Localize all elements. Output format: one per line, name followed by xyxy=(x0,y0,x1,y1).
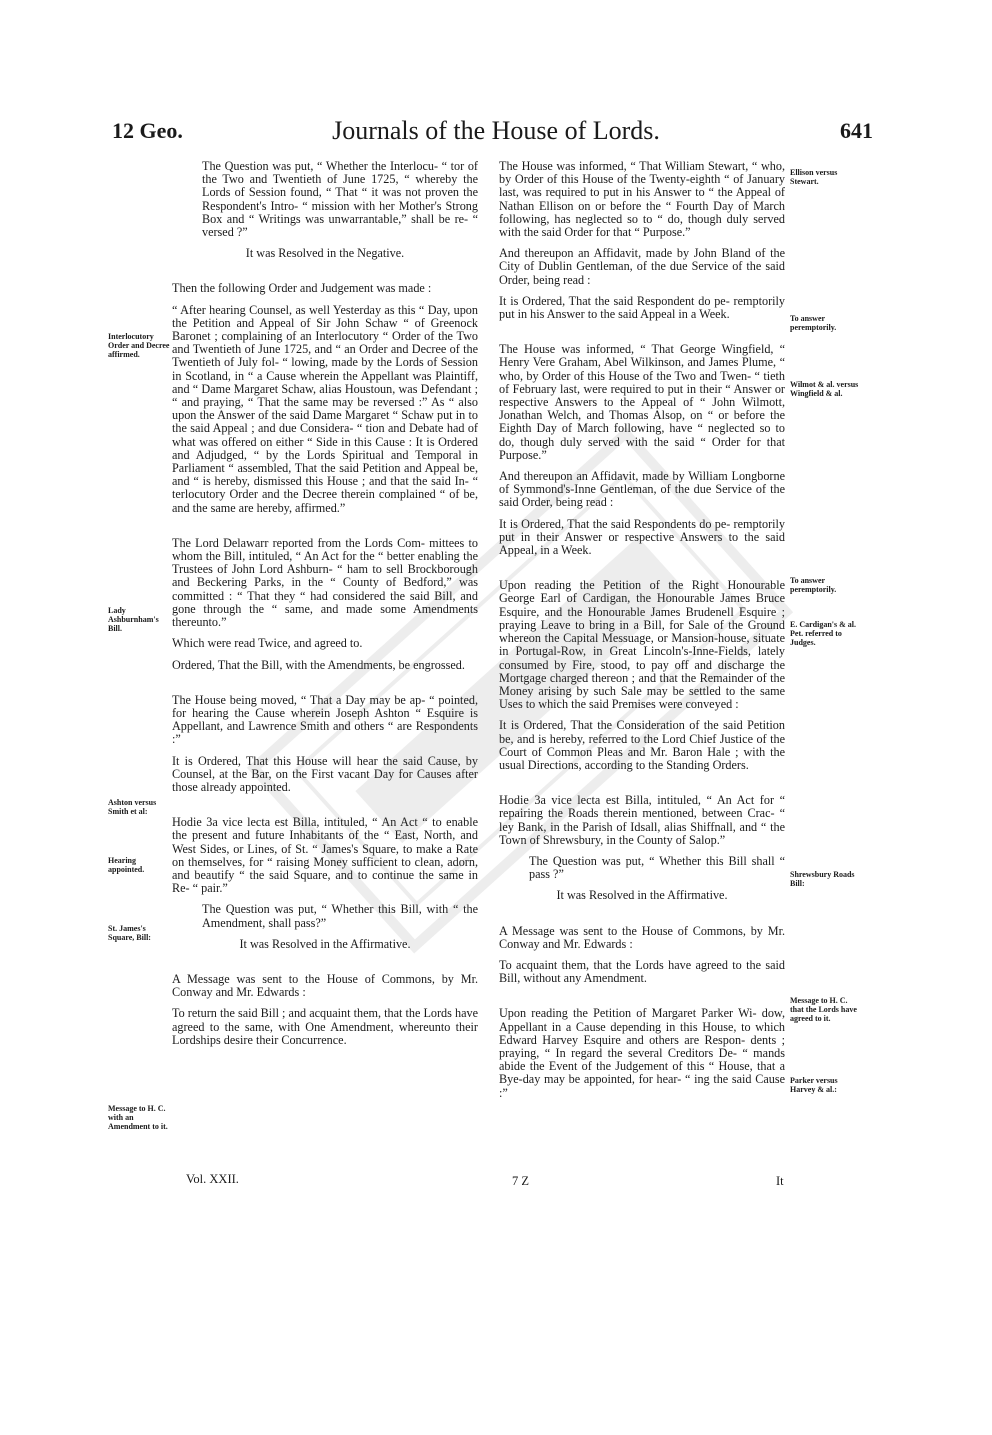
hearing-order: It is Ordered, That this House will hear the said Cause, by Counsel, at the Bar, on the First vacant Day for Causes after those already appointed. xyxy=(172,753,478,794)
shrewsbury-bill-reading: Hodie 3a vice lecta est Billa, intituled, “ An Act for “ repairing the Roads therein mentioned, between Crac- “ ley Bank, in the Parish of Idsall, alias Shiffnall, and “ the Town of Shrewsbury, in the County of Salop.” xyxy=(499,793,785,847)
margin-note-hearing-appointed: Hearing appointed. xyxy=(108,856,145,874)
margin-note-wilmot-v-wingfield: Wilmot & al. versus Wingfield & al. xyxy=(790,380,859,398)
wingfield-order: It is Ordered, That the said Respondents do pe- remptorily put in their Answer or respective Answers to the said Appeal, in a Week. xyxy=(499,516,785,558)
catchword: It xyxy=(776,1174,784,1188)
ashburnham-report: The Lord Delawarr reported from the Lords Com- mittees to whom the Bill, intituled, “ An Act for the “ better enabling the Trustees of John Lord Ashburn- “ ham to sell Brockborough and Beckering Parks, in the “ County of Bedford,” was committed : “ That they “ had considered the said Bill, and gone through the “ same, and made some Amendments thereunto.” xyxy=(172,535,478,630)
stewart-order: It is Ordered, That the said Respondent do pe- remptorily put in his Answer to the said Appeal in a Week. xyxy=(499,293,785,322)
signature-mark: 7 Z xyxy=(512,1174,530,1188)
margin-note-cardigan-petition: E. Cardigan's & al. Pet. referred to Judges. xyxy=(790,620,857,647)
question-interlocutor: The Question was put, “ Whether the Interlocu- “ tor of the Two and Twentieth of June 1725, “ whereby the Lords of Session found, “ That “ it was not proven the Respondent's Intro- “ mission with her Mother's Strong Box and “ Writings was unwarrantable,” shall be re- “ versed ?” xyxy=(202,159,478,240)
running-head-title: Journals of the House of Lords. xyxy=(332,116,660,145)
right-column xyxy=(499,160,785,1108)
question-shrewsbury-bill: The Question was put, “ Whether this Bill shall “ pass ?” xyxy=(529,853,785,882)
order-judgement-intro: Then the following Order and Judgement was made : xyxy=(172,281,432,296)
message-commons-right: A Message was sent to the House of Commons, by Mr. Conway and Mr. Edwards : xyxy=(499,923,785,951)
page-number: 641 xyxy=(840,118,873,143)
resolved-affirmative-right: It was Resolved in the Affirmative. xyxy=(556,888,728,903)
cardigan-petition: Upon reading the Petition of the Right Honourable George Earl of Cardigan, the Honourable James Bruce Esquire, and the Honourable James Brudenell Esquire ; praying Leave to bring in a Bill, for Sale of the Ground whereon the Capital Messuage, or Mansion-house, situate in Portugal-Row, in Great Lincoln's-Inne-Fields, lately consumed by Fire, stood, to pay off and discharge the Mortgage charged thereon ; and that the Remainder of the Money arising by such Sale may be settled to the same Uses to which the said Premises were conveyed : xyxy=(499,578,785,712)
wingfield-information: The House was informed, “ That George Wingfield, “ Henry Vere Graham, Abel Wilkinson, and James Plume, “ who, by Order of this House of the Two and Twen- “ tieth of February last, were required to put in their “ Answer or respective Answers to the Appeal of “ John Wilmott, Jonathan Welch, and Thomas Alsop, on “ or before the Eighth Day of March following, have “ neglected so to do, though duly served with the said “ Order for that Purpose.” xyxy=(499,342,785,462)
stewart-information: The House was informed, “ That William Stewart, “ who, by Order of this House of the Twenty-eighth “ of January last, was required to put in his Answer to “ the Appeal of Nathan Ellison on or before the “ Fourth Day of March following, has neglected so to “ do, though duly served with the said Order for that “ Purpose.” xyxy=(499,159,785,240)
resolved-negative: It was Resolved in the Negative. xyxy=(245,246,405,261)
judgement-text: “ After hearing Counsel, as well Yesterday as this “ Day, upon the Petition and Appeal of Sir John Schaw “ of Greenock Baronet ; complaining of an Interlocutory “ Order of the Two and Twentieth of June 1725, and “ an Order and Decree of the Twentieth of July fol- “ lowing, made by the Lords of Session in Scotland, in “ a Cause wherein the Appellant was Plaintiff, and “ Dame Margaret Schaw, alias Houstoun, was Defendant ; “ and praying, “ That the same may be reversed :” As “ also upon the Answer of the said Dame Margaret “ Schaw put in to the said Appeal ; and due Considera- “ tion and Debate had of what was offered on either “ Side in this Cause : It is Ordered and Adjudged, “ by the Lords Spiritual and Temporal in Parliament “ assembled, That the said Petition and Appeal be, and “ is hereby, dismissed this House ; and that the said In- “ terlocutory Order and the Decree therein complained “ of be, and the same are hereby, affirmed.” xyxy=(172,302,478,515)
margin-note-interlocutory-affirmed: Interlocutory Order and Decree affirmed. xyxy=(108,332,170,359)
acquaint-text: To acquaint them, that the Lords have agreed to the said Bill, without any Amendment. xyxy=(499,957,785,986)
question-st-james-bill: The Question was put, “ Whether this Bill, with “ the Amendment, shall pass?” xyxy=(202,902,478,930)
parker-petition: Upon reading the Petition of Margaret Parker Wi- dow, Appellant in a Cause depending in this House, to which Edward Harvey Esquire and others are Respon- dents ; praying, “ In regard the several Creditors De- “ mands abide the Event of the Judgement of this “ House, that a Bye-day may be appointed, for hear- “ ing the said Cause :” xyxy=(499,1006,785,1100)
left-column xyxy=(172,160,478,1055)
margin-note-ashton-v-smith: Ashton versus Smith et al: xyxy=(108,798,157,816)
margin-note-answer-peremptorily-2: To answer peremptorily. xyxy=(790,576,837,594)
margin-note-ashburnham-bill: Lady Ashburnham's Bill. xyxy=(108,606,159,633)
ordered-engrossed: Ordered, That the Bill, with the Amendments, be engrossed. xyxy=(172,657,465,672)
running-head-regnal-year: 12 Geo. xyxy=(112,118,183,143)
longborne-affidavit: And thereupon an Affidavit, made by William Longborne of Symmond's-Inne Gentleman, of the due Service of the said Order, being read : xyxy=(499,469,785,510)
volume-mark: Vol. XXII. xyxy=(186,1172,239,1186)
margin-note-message-agreed: Message to H. C. that the Lords have agreed to it. xyxy=(790,996,857,1023)
margin-note-message-amendment: Message to H. C. with an Amendment to it. xyxy=(108,1104,168,1131)
message-commons-left: A Message was sent to the House of Commons, by Mr. Conway and Mr. Edwards : xyxy=(172,971,478,1000)
ashton-motion: The House being moved, “ That a Day may be ap- “ pointed, for hearing the Cause wherein Joseph Ashton “ Esquire is Appellant, and Lawrence Smith and others “ are Respondents :” xyxy=(172,692,478,747)
return-bill-text: To return the said Bill ; and acquaint them, that the Lords have agreed to the same, with One Amendment, whereunto their Lordships desire their Concurrence. xyxy=(172,1006,478,1047)
resolved-affirmative-left: It was Resolved in the Affirmative. xyxy=(239,936,411,951)
margin-note-shrewsbury-roads-bill: Shrewsbury Roads Bill: xyxy=(790,870,855,888)
margin-note-answer-peremptorily-1: To answer peremptorily. xyxy=(790,314,837,332)
st-james-bill-reading: Hodie 3a vice lecta est Billa, intituled, “ An Act “ to enable the present and future Inhabitants of the “ East, North, and West Sides, or Lines, of St. “ James's Square, to make a Rate on themselves, for “ raising Money sufficient to clean, adorn, and beautify “ the said Square, and to continue the same in Re- “ pair.” xyxy=(172,815,478,896)
read-twice: Which were read Twice, and agreed to. xyxy=(172,636,363,651)
margin-note-st-james-square-bill: St. James's Square, Bill: xyxy=(108,924,151,942)
margin-note-parker-v-harvey: Parker versus Harvey & al.: xyxy=(790,1076,838,1094)
cardigan-order: It is Ordered, That the Consideration of the said Petition be, and is hereby, referred to the Lord Chief Justice of the Court of Common Pleas and Mr. Baron Hale ; with the usual Directions, according to the Standing Orders. xyxy=(499,718,785,772)
bland-affidavit: And thereupon an Affidavit, made by John Bland of the City of Dublin Gentleman, of the due Service of the said Order, being read : xyxy=(499,246,785,287)
margin-note-ellison-v-stewart: Ellison versus Stewart. xyxy=(790,168,838,186)
